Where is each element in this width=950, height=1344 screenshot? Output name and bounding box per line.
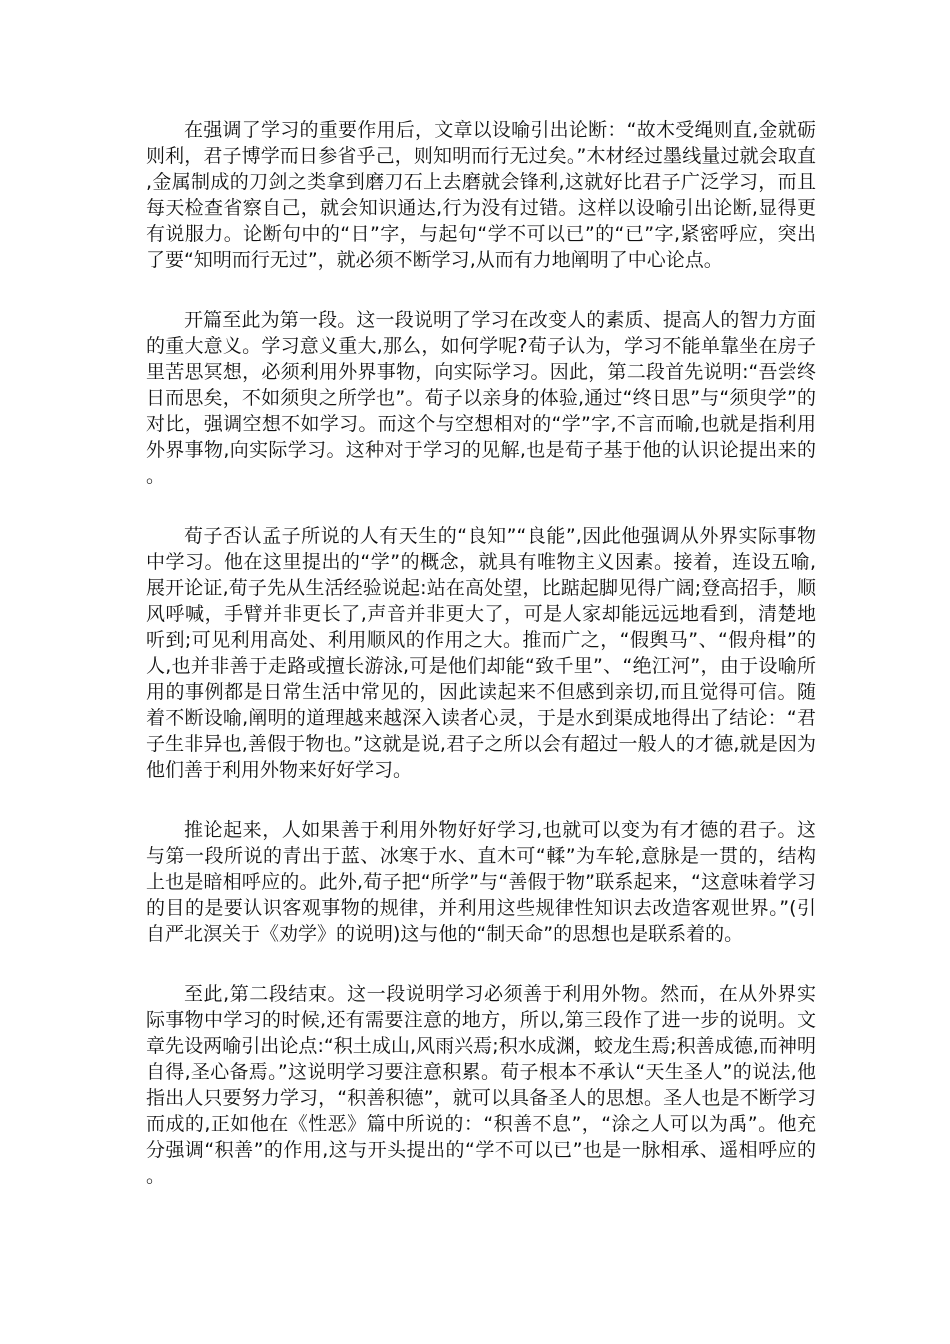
paragraph-1: 在强调了学习的重要作用后，文章以设喻引出论断：“故木受绳则直,金就砺则利，君子博学而日参省乎己，则知明而行无过矣。”木材经过墨线量过就会取直,金属制成的刀剑之类拿到磨刀石上去磨就会锋利,这就好比君子广泛学习，而且每天检查省察自己，就会知识通达,行为没有过错。这样以设喻引出论断,显得更有说服力。论断句中的“日”字，与起句“学不可以已”的“已”字,紧密呼应，突出了要“知明而行无过”，就必须不断学习,从而有力地阐明了中心论点。 bbox=[146, 119, 816, 271]
paragraph-3: 荀子否认孟子所说的人有天生的“良知”“良能”,因此他强调从外界实际事物中学习。他在这里提出的“学”的概念，就具有唯物主义因素。接着，连设五喻,展开论证,荀子先从生活经验说起:站在高处望，比踮起脚见得广阔;登高招手，顺风呼喊，手臂并非更长了,声音并非更大了，可是人家却能远远地看到，清楚地听到;可见利用高处、利用顺风的作用之大。推而广之，“假舆马”、“假舟楫”的人,也并非善于走路或擅长游泳,可是他们却能“致千里”、“绝江河”，由于设喻所用的事例都是日常生活中常见的，因此读起来不但感到亲切,而且觉得可信。随着不断设喻,阐明的道理越来越深入读者心灵，于是水到渠成地得出了结论：“君子生非异也,善假于物也。”这就是说,君子之所以会有超过一般人的才德,就是因为他们善于利用外物来好好学习。 bbox=[146, 525, 816, 781]
paragraph-2: 开篇至此为第一段。这一段说明了学习在改变人的素质、提高人的智力方面的重大意义。学习意义重大,那么，如何学呢?荀子认为，学习不能单靠坐在房子里苦思冥想，必须利用外界事物，向实际学习。因此，第二段首先说明:“吾尝终日而思矣，不如须臾之所学也”。荀子以亲身的体验,通过“终日思”与“须臾学”的对比，强调空想不如学习。而这个与空想相对的“学”字,不言而喻,也就是指利用外界事物,向实际学习。这种对于学习的见解,也是荀子基于他的认识论提出来的。 bbox=[146, 309, 816, 487]
paragraph-4: 推论起来，人如果善于利用外物好好学习,也就可以变为有才德的君子。这与第一段所说的青出于蓝、冰寒于水、直木可“輮”为车轮,意脉是一贯的，结构上也是暗相呼应的。此外,荀子把“所学”与“善假于物”联系起来，“这意味着学习的目的是要认识客观事物的规律，并利用这些规律性知识去改造客观世界。”(引自严北溟关于《劝学》的说明)这与他的“制天命”的思想也是联系着的。 bbox=[146, 819, 816, 945]
body-text bbox=[146, 117, 816, 1189]
paragraph-5: 至此,第二段结束。这一段说明学习必须善于利用外物。然而，在从外界实际事物中学习的时候,还有需要注意的地方，所以,第三段作了进一步的说明。文章先设两喻引出论点:“积土成山,风雨兴焉;积水成渊，蛟龙生焉;积善成德,而神明自得,圣心备焉。”这说明学习要注意积累。荀子根本不承认“天生圣人”的说法,他指出人只要努力学习，“积善积德”，就可以具备圣人的思想。圣人也是不断学习而成的,正如他在《性恶》篇中所说的：“积善不息”，“涂之人可以为禹”。他充分强调“积善”的作用,这与开头提出的“学不可以已”也是一脉相承、遥相呼应的。 bbox=[146, 983, 816, 1187]
